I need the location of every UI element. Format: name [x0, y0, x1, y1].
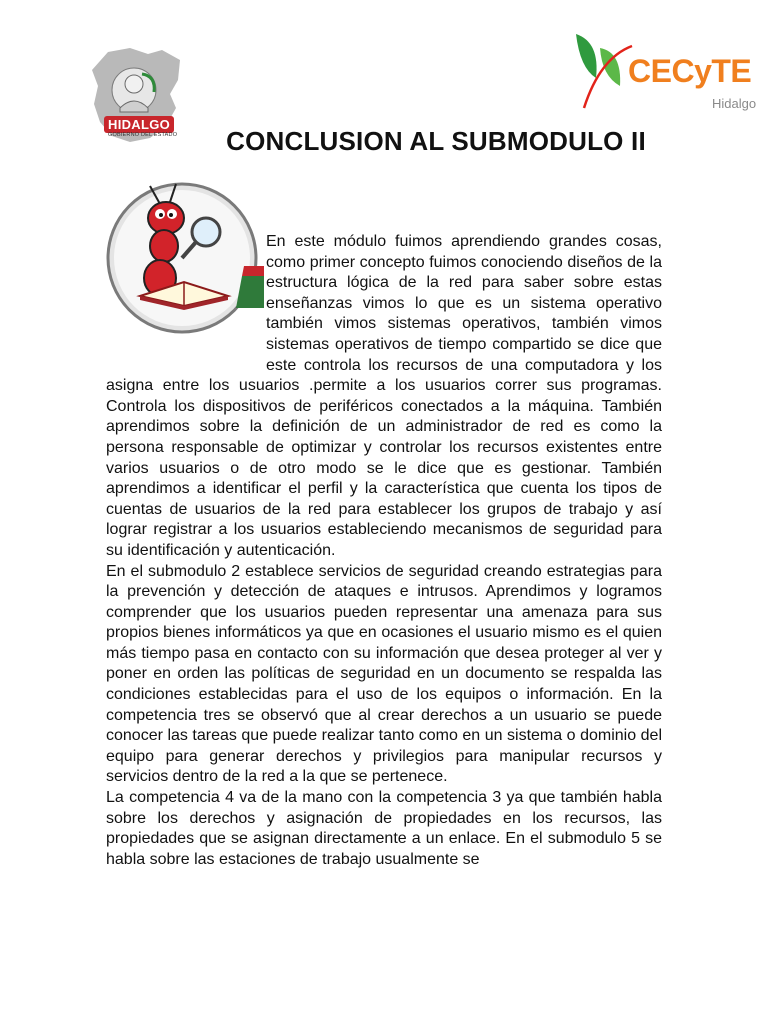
conclusion-body: [106, 232, 662, 870]
paragraph-3: La competencia 4 va de la mano con la competencia 3 ya que también habla sobre los derechos y asignación de propiedades en los recursos, las propiedades que se asignan directamente a un enlace. En el submodulo 5 se habla sobre las estaciones de trabajo usualmente se: [106, 789, 662, 868]
mascot-wrap-space: [106, 232, 266, 356]
cecyte-logo: [570, 28, 755, 123]
paragraph-1: En este módulo fuimos aprendiendo grandes cosas, como primer concepto fuimos conociendo diseños de la estructura lógica de la red para saber sobre estas enseñanzas vimos lo que es un sistema operativo también vimos sistemas operativos, también vimos sistemas operativos de tiempo compartido se dice que este controla los recursos de una computadora y los asigna entre los usuarios .permite a los usuarios correr sus programas. Controla los dispositivos de periféricos conectados a la máquina. También aprendimos sobre la definición de un administrador de red es como la persona responsable de optimizar y controlar los recursos existentes entre varios usuarios o de otro modo se le dice que es gestionar. También aprendimos a identificar el perfil y la característica que cuenta los tipos de cuentas de usuarios de la red para establecer los grupos de trabajo y así lograr registrar a los usuarios estableciendo mecanismos de seguridad para su identificación y autenticación.: [106, 233, 662, 559]
cecyte-logo-name: CECyTE: [628, 53, 752, 89]
paragraph-2: En el submodulo 2 establece servicios de seguridad creando estrategias para la prevención y detección de ataques e intrusos. Aprendimos y logramos comprender que los usuarios pueden representar una amenaza para sus propios bienes informáticos ya que en ocasiones el usuario mismo es el quien más tiempo pasa en contacto con su información que desea proteger al ver y poner en orden las políticas de seguridad en un documento se respalda las condiciones establecidas para el uso de los equipos o información. En la competencia tres se observó que al crear derechos a un usuario se puede conocer las tareas que puede realizar tanto como en un sistema o dominio del equipo para generar derechos y privilegios para manipular recursos y servicios dentro de la red a la que se pertenece.: [106, 562, 662, 786]
hidalgo-logo-name: HIDALGO: [104, 116, 174, 133]
document-title: CONCLUSION AL SUBMODULO II: [226, 126, 646, 156]
hidalgo-logo-subtitle: GOBIERNO DEL ESTADO: [108, 132, 178, 138]
cecyte-logo-place: Hidalgo: [712, 96, 757, 111]
